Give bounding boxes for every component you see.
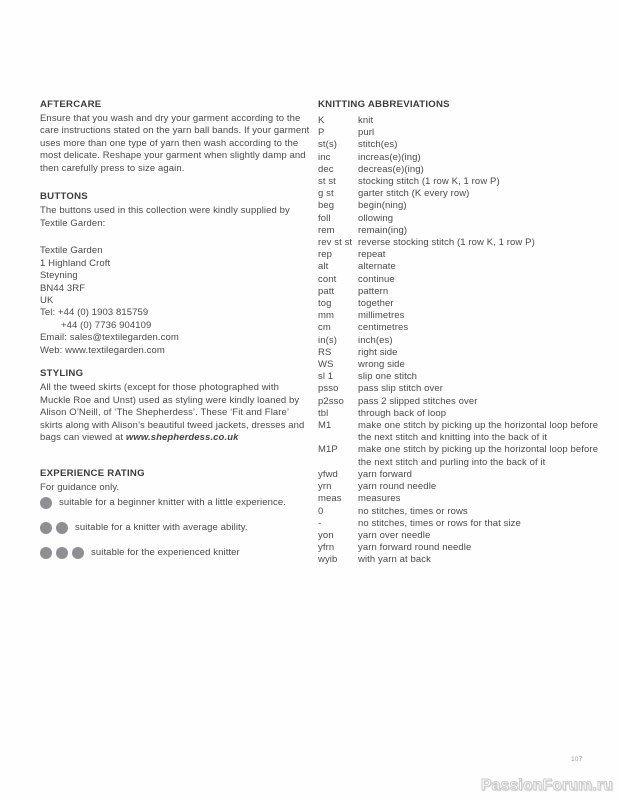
- abbreviation-term: tbl: [318, 407, 329, 419]
- abbreviation-row: [318, 225, 600, 237]
- abbreviation-row: [318, 164, 600, 176]
- abbreviation-row: [318, 554, 600, 566]
- aftercare-heading: AFTERCARE: [40, 99, 102, 110]
- abbreviation-row: [318, 310, 600, 322]
- abbreviation-definition: garter stitch (K every row): [358, 188, 470, 200]
- abbreviation-definition: together: [358, 298, 394, 310]
- abbreviation-term: P: [318, 127, 325, 139]
- buttons-heading: BUTTONS: [40, 191, 88, 203]
- abbreviation-term: p2sso: [318, 395, 344, 407]
- abbreviation-term: dec: [318, 163, 334, 175]
- abbreviation-definition: pattern: [358, 285, 389, 297]
- section-experience-rating: [40, 467, 312, 560]
- rating-dots: [40, 522, 68, 534]
- abbreviation-row: [318, 493, 600, 505]
- abbreviations-list: [318, 115, 600, 567]
- abbreviation-term: patt: [318, 285, 335, 297]
- abbreviation-definition: begin(ning): [358, 200, 407, 212]
- left-column: [40, 98, 312, 572]
- abbreviation-definition: continue: [358, 273, 395, 285]
- experience-level-label: suitable for a knitter with average ability.: [75, 522, 248, 534]
- abbreviation-row: [318, 518, 600, 530]
- abbreviation-definition: make one stitch by picking up the horizontal loop before the next stitch and knitting into the back of it: [358, 420, 599, 444]
- supplier-address: [40, 245, 312, 357]
- abbreviation-row: [318, 261, 600, 273]
- abbreviation-definition: reverse stocking stitch (1 row K, 1 row P): [358, 237, 535, 249]
- abbreviation-definition: purl: [358, 127, 375, 139]
- address-line: 1 Highland Croft: [40, 257, 111, 269]
- abbreviation-definition: yarn forward round needle: [358, 542, 472, 554]
- experience-levels: [40, 497, 312, 560]
- abbreviation-term: tog: [318, 298, 332, 310]
- abbreviation-row: [318, 152, 600, 164]
- abbreviation-term: cm: [318, 322, 331, 334]
- address-line: Textile Garden: [40, 245, 103, 257]
- styling-heading: STYLING: [40, 368, 84, 380]
- experience-level: [40, 522, 312, 535]
- rating-dots: [40, 497, 52, 509]
- abbreviation-term: yrn: [318, 481, 332, 493]
- abbreviation-term: 0: [318, 505, 324, 517]
- abbreviation-row: [318, 420, 600, 444]
- shepherdess-url-text: www.shepherdess.co.uk: [125, 432, 239, 444]
- abbreviation-row: [318, 286, 600, 298]
- abbreviation-definition: stitch(es): [358, 139, 398, 151]
- abbreviation-term: st(s): [318, 139, 337, 151]
- abbreviation-definition: millimetres: [358, 310, 405, 322]
- abbreviation-definition: right side: [358, 346, 398, 358]
- abbreviation-row: [318, 481, 600, 493]
- abbreviation-definition: decreas(e)(ing): [358, 163, 424, 175]
- abbreviation-term: beg: [318, 200, 335, 212]
- abbreviation-row: [318, 542, 600, 554]
- abbreviation-definition: remain(ing): [358, 224, 408, 236]
- address-line: UK: [40, 294, 54, 306]
- section-aftercare: [40, 98, 312, 175]
- abbreviation-definition: inch(es): [358, 334, 393, 346]
- address-line: BN44 3RF: [40, 282, 86, 294]
- abbreviation-term: g st: [318, 188, 334, 200]
- abbreviation-term: yon: [318, 529, 334, 541]
- abbreviation-definition: yarn forward: [358, 468, 412, 480]
- abbreviation-definition: with yarn at back: [358, 554, 431, 566]
- rating-dots: [40, 547, 84, 559]
- abbreviation-definition: repeat: [358, 249, 386, 261]
- abbreviation-definition: yarn over needle: [358, 529, 431, 541]
- watermark: PassionForum.ru: [481, 777, 613, 794]
- abbreviation-term: rem: [318, 224, 335, 236]
- abbreviation-row: [318, 139, 600, 151]
- experience-level: [40, 497, 312, 510]
- abbreviation-row: [318, 347, 600, 359]
- rating-dot: [56, 522, 68, 534]
- abbreviation-row: [318, 383, 600, 395]
- abbreviation-row: [318, 274, 600, 286]
- abbreviation-definition: pass 2 slipped stitches over: [358, 395, 478, 407]
- abbreviation-term: alt: [318, 261, 329, 273]
- abbreviation-definition: alternate: [358, 261, 396, 273]
- abbreviation-term: cont: [318, 273, 337, 285]
- abbreviation-term: RS: [318, 346, 332, 358]
- abbreviation-definition: make one stitch by picking up the horizontal loop before the next stitch and purling into the back of it: [358, 444, 599, 468]
- abbreviation-term: foll: [318, 212, 331, 224]
- abbreviation-row: [318, 176, 600, 188]
- abbreviation-term: sl 1: [318, 371, 334, 383]
- abbreviation-definition: centimetres: [358, 322, 409, 334]
- abbreviation-term: yfrn: [318, 542, 335, 554]
- abbreviation-row: [318, 530, 600, 542]
- abbreviation-term: -: [318, 517, 322, 529]
- abbreviation-definition: ollowing: [358, 212, 394, 224]
- abbreviation-definition: measures: [358, 493, 401, 505]
- abbreviation-definition: yarn round needle: [358, 481, 437, 493]
- abbreviation-definition: increas(e)(ing): [358, 151, 421, 163]
- abbreviation-definition: knit: [358, 115, 374, 126]
- abbreviation-row: [318, 469, 600, 481]
- abbreviation-term: wyib: [318, 554, 338, 566]
- abbreviation-row: [318, 322, 600, 334]
- address-line: Tel: +44 (0) 1903 815759: [40, 307, 149, 319]
- abbreviation-term: M1: [318, 420, 332, 432]
- abbreviation-row: [318, 188, 600, 200]
- abbreviation-term: mm: [318, 310, 335, 322]
- abbreviation-term: WS: [318, 359, 334, 371]
- rating-dot: [40, 547, 52, 559]
- experience-rating-heading: EXPERIENCE RATING: [40, 467, 145, 479]
- abbreviation-row: [318, 371, 600, 383]
- abbreviation-definition: slip one stitch: [358, 371, 418, 383]
- abbreviation-definition: stocking stitch (1 row K, 1 row P): [358, 176, 500, 188]
- abbreviation-row: [318, 127, 600, 139]
- rating-dot: [72, 547, 84, 559]
- abbreviation-term: psso: [318, 383, 339, 395]
- buttons-body: The buttons used in this collection were kindly supplied by Textile Garden:: [40, 205, 290, 229]
- abbreviation-term: meas: [318, 493, 342, 505]
- abbreviation-definition: through back of loop: [358, 407, 447, 419]
- rating-dot: [40, 497, 52, 509]
- abbreviation-row: [318, 298, 600, 310]
- abbreviation-term: rev st st: [318, 237, 353, 249]
- abbreviation-definition: wrong side: [358, 359, 405, 371]
- abbreviation-definition: no stitches, times or rows: [358, 505, 468, 517]
- abbreviation-row: [318, 444, 600, 468]
- abbreviation-term: yfwd: [318, 468, 338, 480]
- abbreviation-row: [318, 249, 600, 261]
- right-column: [318, 98, 600, 567]
- abbreviation-term: in(s): [318, 334, 337, 346]
- abbreviation-row: [318, 335, 600, 347]
- experience-level: [40, 547, 312, 560]
- section-styling: [40, 367, 312, 444]
- experience-rating-note: For guidance only.: [40, 481, 120, 493]
- abbreviation-row: [318, 506, 600, 518]
- abbreviation-term: K: [318, 115, 325, 126]
- abbreviation-definition: no stitches, times or rows for that size: [358, 517, 521, 529]
- abbreviation-term: st st: [318, 176, 336, 188]
- section-buttons: [40, 190, 312, 230]
- address-line: Web: www.textilegarden.com: [40, 344, 165, 356]
- experience-level-label: suitable for a beginner knitter with a little experience.: [59, 497, 286, 509]
- styling-body: [40, 382, 312, 444]
- abbreviation-row: [318, 200, 600, 212]
- abbreviation-term: inc: [318, 151, 331, 163]
- rating-dot: [56, 547, 68, 559]
- abbreviation-row: [318, 408, 600, 420]
- abbreviation-row: [318, 396, 600, 408]
- aftercare-body: Ensure that you wash and dry your garment according to the care instructions stated on the yarn ball bands. If your garment uses more than one type of yarn then wash according to the most delicate. Reshape your garment when slightly damp and then carefully press to size again.: [40, 113, 310, 174]
- abbreviation-row: [318, 237, 600, 249]
- abbreviation-row: [318, 213, 600, 225]
- abbreviation-row: [318, 115, 600, 127]
- experience-level-label: suitable for the experienced knitter: [91, 547, 240, 559]
- abbreviation-term: rep: [318, 249, 333, 261]
- page-number: 107: [571, 756, 583, 763]
- abbreviation-row: [318, 359, 600, 371]
- address-line: Steyning: [40, 270, 78, 282]
- address-line: +44 (0) 7736 904109: [61, 319, 152, 331]
- rating-dot: [40, 522, 52, 534]
- styling-body-text: All the tweed skirts (except for those photographed with Muckle Roe and Unst) used as styling were kindly loaned by Alison O’Neill, of ‘The Shepherdess’. These ‘Fit and Flare’ skirts along with Alison’s beautiful tweed jackets, dresses and bags can viewed at: [40, 382, 305, 444]
- address-line: Email: sales@textilegarden.com: [40, 332, 179, 344]
- knitting-abbreviations-heading: KNITTING ABBREVIATIONS: [318, 99, 450, 110]
- abbreviation-definition: pass slip stitch over: [358, 383, 443, 395]
- abbreviation-term: M1P: [318, 444, 338, 456]
